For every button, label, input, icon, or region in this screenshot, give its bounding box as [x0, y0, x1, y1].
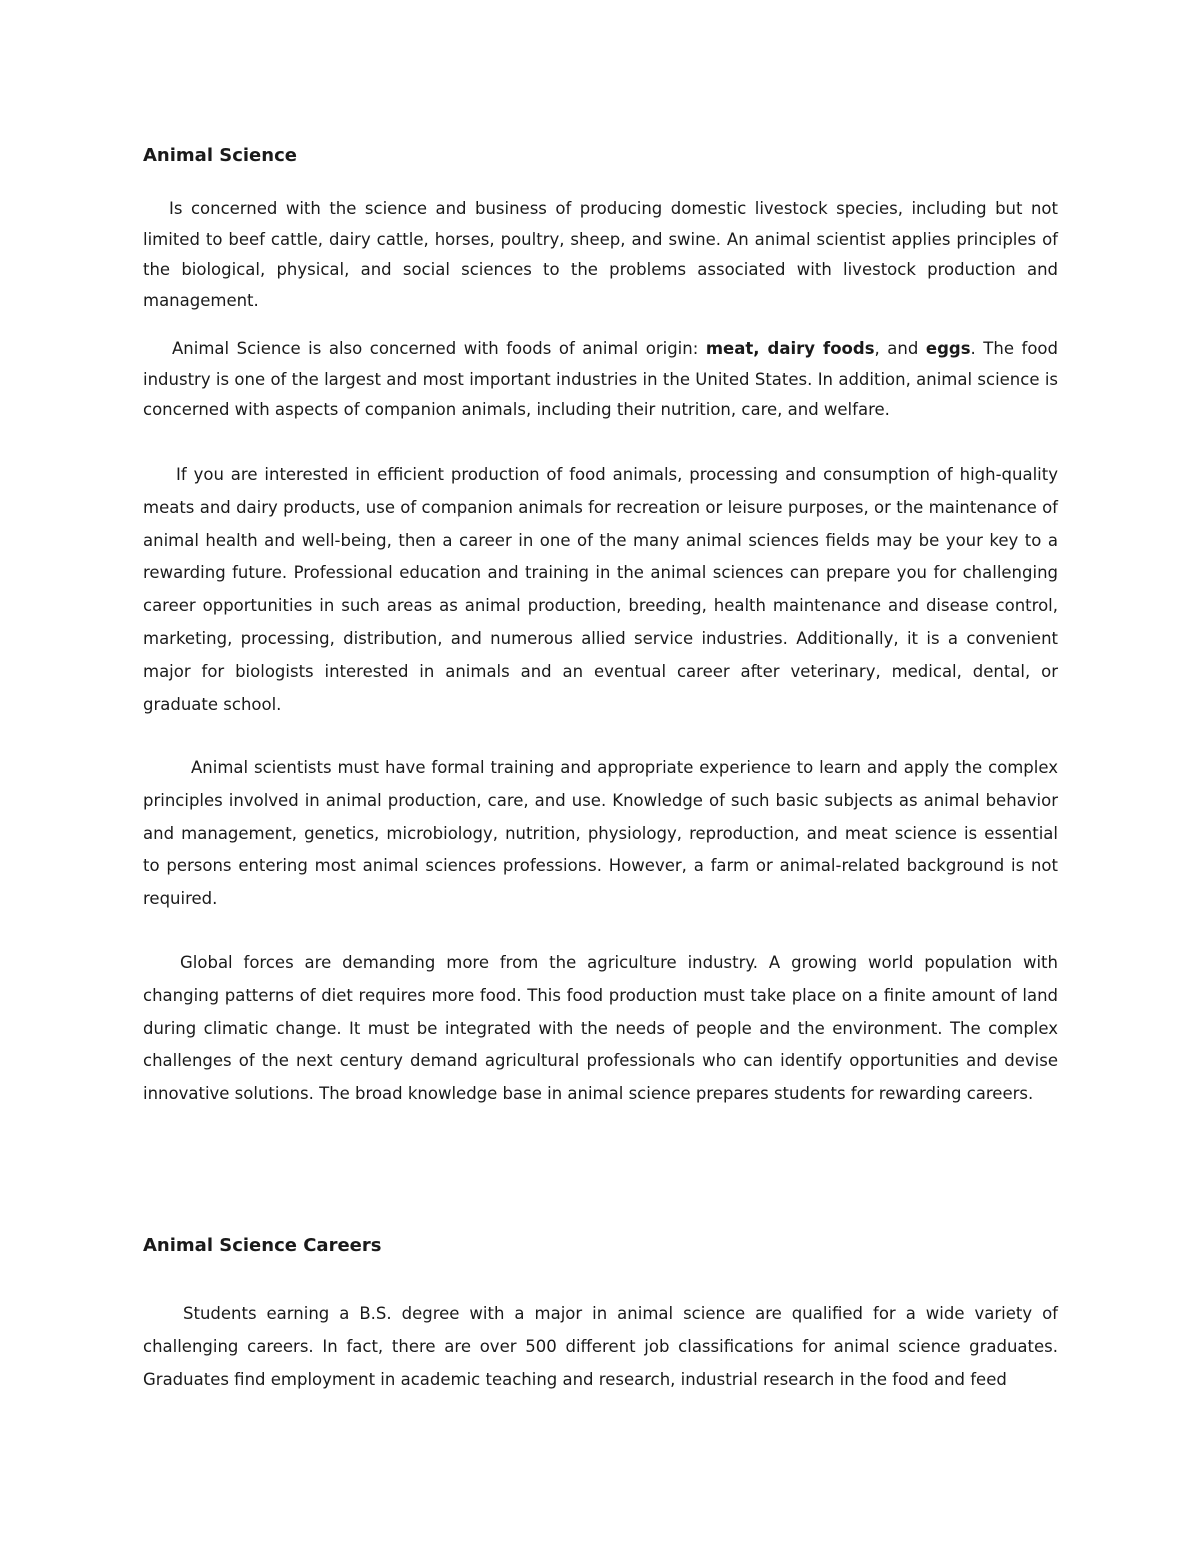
paragraph-foods-bold-meat-dairy: meat, dairy foods: [705, 339, 875, 358]
paragraph-interest: [143, 459, 1058, 721]
paragraph-foods-text-c: . The food industry is one of the largest and most important industries in the United States. In addition, animal science is concerned with aspects of companion animals, including their nutrition, care, and welfare.: [143, 339, 1059, 419]
paragraph-training: [143, 752, 1058, 916]
paragraph-global-forces: [143, 947, 1058, 1111]
paragraph-intro-text: Is concerned with the science and business of producing domestic livestock species, including but not limited to beef cattle, dairy cattle, horses, poultry, sheep, and swine. An animal scientist applies principles of the biological, physical, and social sciences to the problems associated with livestock production and management.: [143, 199, 1058, 310]
paragraph-foods-text-a: Animal Science is also concerned with foods of animal origin:: [172, 339, 706, 358]
paragraph-foods-text-b: , and: [874, 339, 926, 358]
paragraph-foods: [143, 334, 1058, 426]
paragraph-global-forces-text: Global forces are demanding more from the agriculture industry. A growing world population with changing patterns of diet requires more food. This food production must take place on a finite amount of land during climatic change. It must be integrated with the needs of people and the environment. The complex challenges of the next century demand agricultural professionals who can identify opportunities and devise innovative solutions. The broad knowledge base in animal science prepares students for rewarding careers.: [143, 953, 1058, 1104]
paragraph-intro: [143, 194, 1058, 316]
heading-animal-science: Animal Science: [143, 145, 297, 166]
paragraph-foods-bold-eggs: eggs: [925, 339, 971, 358]
paragraph-careers-text: Students earning a B.S. degree with a major in animal science are qualified for a wide variety of challenging careers. In fact, there are over 500 different job classifications for animal science graduates. Graduates find employment in academic teaching and research, industrial research in the food and feed: [143, 1304, 1058, 1389]
paragraph-interest-text: If you are interested in efficient production of food animals, processing and consumption of high-quality meats and dairy products, use of companion animals for recreation or leisure purposes, or the maintenance of animal health and well-being, then a career in one of the many animal sciences fields may be your key to a rewarding future. Professional education and training in the animal sciences can prepare you for challenging career opportunities in such areas as animal production, breeding, health maintenance and disease control, marketing, processing, distribution, and numerous allied service industries. Additionally, it is a convenient major for biologists interested in animals and an eventual career after veterinary, medical, dental, or graduate school.: [143, 465, 1058, 714]
paragraph-training-text: Animal scientists must have formal training and appropriate experience to learn and apply the complex principles involved in animal production, care, and use. Knowledge of such basic subjects as animal behavior and management, genetics, microbiology, nutrition, physiology, reproduction, and meat science is essential to persons entering most animal sciences professions. However, a farm or animal-related background is not required.: [143, 758, 1058, 909]
heading-animal-science-careers: Animal Science Careers: [143, 1235, 382, 1256]
paragraph-careers: [143, 1298, 1058, 1396]
